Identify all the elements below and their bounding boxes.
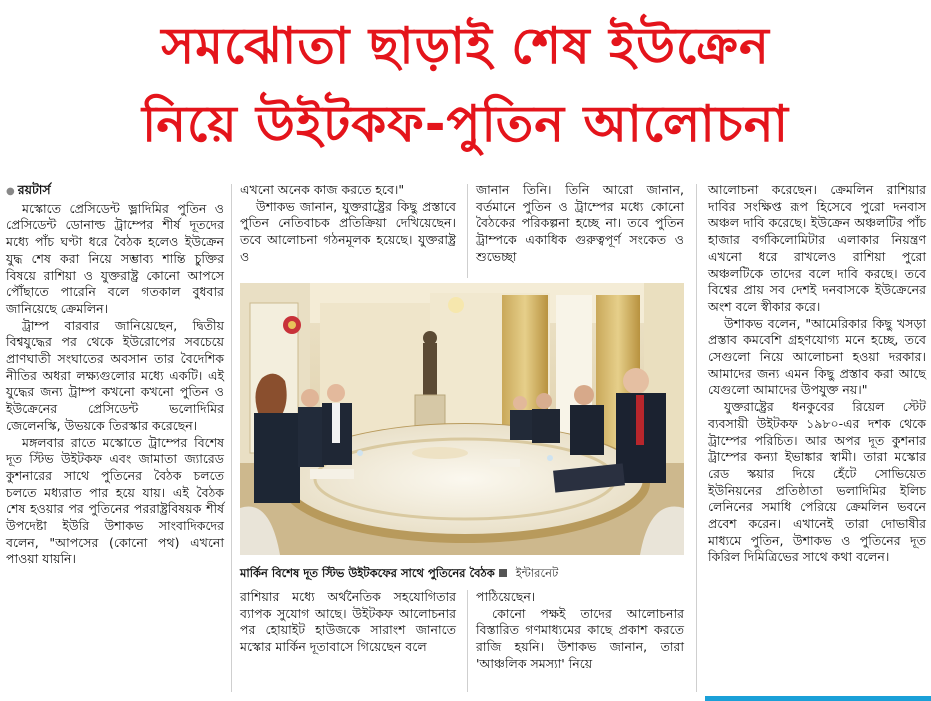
paragraph: উশাকভ জানান, যুক্তরাষ্ট্রের কিছু প্রস্তাবে পুতিন নেতিবাচক প্রতিক্রিয়া দেখিয়েছেন। তবে আলোচনা গঠনমূলক হয়েছে। যুক্তরাষ্ট্র ও (240, 198, 456, 264)
paragraph: জানান তিনি। তিনি আরো জানান, বর্তমানে পুতিন ও ট্রাম্পের মধ্যে কোনো বৈঠকের পরিকল্পনা হচ্ছে না। তবে পুতিন ট্রাম্পকে একাধিক গুরুত্বপূর্ণ সংকেত ও শুভেচ্ছা (476, 182, 684, 264)
caption-text: মার্কিন বিশেষ দূত স্টিভ উইটকফের সাথে পুতিনের বৈঠক (240, 566, 495, 580)
photo-caption (240, 564, 684, 582)
paragraph: কোনো পক্ষই তাদের আলোচনার বিস্তারিত গণমাধ্যমের কাছে প্রকাশ করতে রাজি হয়নি। উশাকভ জানান, তারা 'আঞ্চলিক সমস্যা' নিয়ে (476, 605, 684, 671)
square-bullet-icon (499, 569, 507, 577)
article-column-2-top (240, 182, 456, 266)
footer-accent-bar (705, 696, 931, 701)
paragraph: যুক্তরাষ্ট্রের ধনকুবের রিয়েল স্টেট ব্যবসায়ী উইটকফ ১৯৮০-এর দশক থেকে ট্রাম্পের পরিচিত। আর অপর দূত কুশনার ট্রাম্পের কন্যা ইভাঙ্কার স্বামী। তারা মস্কোর রেড স্কয়ার দিয়ে হেঁটে সোভিয়েত ইউনিয়নের প্রতিষ্ঠাতা ভলাদিমির ইলিচ লেনিনের সমাধি পেরিয়ে ক্রেমলিন ভবনে প্রবেশ করেন। এখানেই তারা দোভাষীর মাধ্যমে পুতিন, উশাকভ ও পুতিনের দূত কিরিল দিমিত্রিভের সাথে কথা বলেন। (708, 399, 926, 565)
paragraph: রাশিয়ার মধ্যে অর্থনৈতিক সহযোগিতার ব্যাপক সুযোগ আছে। উইটকফ আলোচনার পর হোয়াইট হাউজকে সারাংশ জানাতে মস্কোর মার্কিন দূতাবাসে গিয়েছেন বলে (240, 589, 456, 655)
meeting-photo (240, 283, 684, 555)
article-column-3-top (476, 182, 684, 266)
paragraph: পাঠিয়েছেন। (476, 589, 536, 604)
headline-line-2: নিয়ে উইটকফ-পুতিন আলোচনা (141, 95, 790, 153)
byline (6, 182, 224, 201)
headline-line-1: সমঝোতা ছাড়াই শেষ ইউক্রেন (161, 17, 770, 75)
meeting-photo-illustration (240, 283, 684, 555)
paragraph: ট্রাম্প বারবার জানিয়েছেন, দ্বিতীয় বিশ্বযুদ্ধের পর থেকে ইউরোপের সবচেয়ে প্রাণঘাতী সংঘাতের অবসান তার বৈদেশিক নীতির অধরা লক্ষ্যগুলোর মধ্যে একটি। এই যুদ্ধের জন্য ট্রাম্প কখনো কখনো পুতিন ও ইউক্রেনের প্রেসিডেন্ট ভলোদিমির জেলেনস্কি, উভয়কে তিরস্কার করেছেন। (6, 317, 224, 433)
article-column-2-bottom (240, 589, 456, 656)
column-divider (696, 184, 697, 692)
article-column-4 (708, 182, 926, 566)
paragraph: মস্কোতে প্রেসিডেন্ট ভ্লাদিমির পুতিন ও প্রেসিডেন্ট ডোনাল্ড ট্রাম্পের শীর্ষ দূতদের মধ্যে পাঁচ ঘণ্টা ধরে বৈঠক হলেও ইউক্রেন যুদ্ধ শেষ করা নিয়ে সম্ভাব্য শান্তি চুক্তির বিষয়ে রাশিয়া ও যুক্তরাষ্ট্র কোনো আপসে পৌঁছাতে পারেনি বলে গতকাল বুধবার জানিয়েছে ক্রেমলিন। (6, 200, 224, 316)
photo-credit: ইন্টারনেট (515, 566, 559, 580)
column-divider (467, 184, 468, 278)
paragraph: উশাকভ বলেন, "আমেরিকার কিছু খসড়া প্রস্তাব কমবেশি গ্রহণযোগ্য মনে হচ্ছে, তবে সেগুলো নিয়ে আলোচনা হওয়া দরকার। আমাদের জন্য এমন কিছু প্রস্তাব করা আছে যেগুলো আমাদের উপযুক্ত নয়।" (708, 315, 926, 398)
paragraph: আলোচনা করেছেন। ক্রেমলিন রাশিয়ার দাবির সংক্ষিপ্ত রূপ হিসেবে পুরো দনবাস অঞ্চল দাবি করেছে। ইউক্রেন অঞ্চলটির পাঁচ হাজার বর্গকিলোমিটার এলাকার নিয়ন্ত্রণ এখনো ধরে রাখলেও রাশিয়া পুরো অঞ্চলটিকে তাদের বলে দাবি করছে। তবে বিশ্বের প্রায় সব দেশই দনবাসকে ইউক্রেনের অংশ বলে স্বীকার করে। (708, 182, 926, 314)
bullet-icon: ● (6, 186, 15, 197)
column-divider (231, 184, 232, 692)
article-column-3-bottom (476, 589, 684, 673)
paragraph: মঙ্গলবার রাতে মস্কোতে ট্রাম্পের বিশেষ দূত স্টিভ উইটকফ এবং জামাতা জ্যারেড কুশনারের সাথে পুতিনের বৈঠক চলতে চলতে মধ্যরাত পার হয়ে যায়। এই বৈঠক শেষ হওয়ার পর পুতিনের পররাষ্ট্রবিষয়ক শীর্ষ উপদেষ্টা ইউরি উশাকভ সাংবাদিকদের বলেন, "আপসের (কোনো পথ) এখনো পাওয়া যায়নি। (6, 434, 224, 567)
paragraph: এখনো অনেক কাজ করতে হবে।" (240, 182, 405, 197)
byline-text: রয়টার্স (17, 182, 51, 197)
column-divider (467, 590, 468, 692)
article-column-1 (6, 182, 224, 568)
